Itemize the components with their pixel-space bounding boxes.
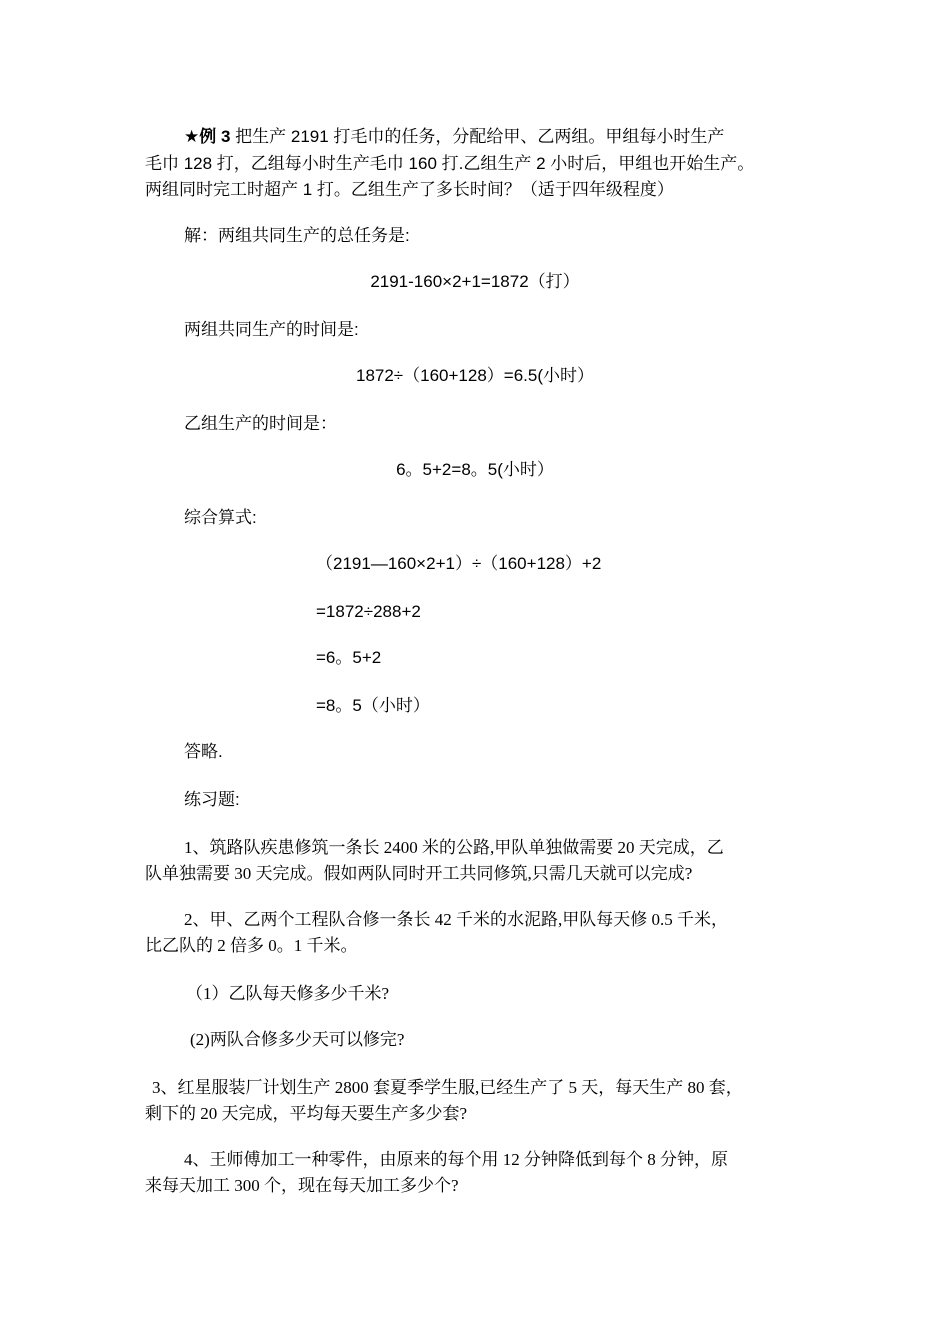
answer-note: 答略. bbox=[184, 742, 223, 761]
exercise-4-line1: 4、王师傅加工一种零件，由原来的每个用 12 分钟降低到每个 8 分钟，原 bbox=[184, 1150, 728, 1169]
exercises-title: 练习题: bbox=[184, 790, 240, 809]
equation-1: 2191-160×2+1=1872（打） bbox=[370, 272, 580, 291]
example-label: 例 3 bbox=[199, 127, 231, 146]
exercise-4-line2: 来每天加工 300 个，现在每天加工多少个? bbox=[145, 1176, 459, 1195]
combined-step-4: =8。5（小时） bbox=[316, 696, 430, 715]
combined-step-3: =6。5+2 bbox=[316, 648, 382, 667]
solution-step-3: 乙组生产的时间是： bbox=[184, 414, 337, 433]
combined-step-1: （2191—160×2+1）÷（160+128）+2 bbox=[316, 554, 602, 573]
exercise-1-line1: 1、筑路队疾患修筑一条长 2400 米的公路,甲队单独做需要 20 天完成，乙 bbox=[184, 838, 724, 857]
exercise-3-line2: 剩下的 20 天完成，平均每天要生产多少套? bbox=[145, 1104, 468, 1123]
combined-step-2: =1872÷288+2 bbox=[316, 602, 421, 621]
exercise-1-line2: 队单独需要 30 天完成。假如两队同时开工共同修筑,只需几天就可以完成? bbox=[145, 864, 693, 883]
exercise-2-sub-1: （1）乙队每天修多少千米? bbox=[186, 984, 390, 1003]
equation-2: 1872÷（160+128）=6.5(小时） bbox=[355, 366, 595, 385]
exercise-2-line1: 2、甲、乙两个工程队合修一条长 42 千米的水泥路,甲队每天修 0.5 千米， bbox=[184, 910, 728, 929]
star-icon: ★ bbox=[184, 127, 200, 146]
example-heading-line bbox=[184, 125, 724, 149]
solution-intro: 解：两组共同生产的总任务是: bbox=[184, 226, 410, 245]
exercise-2-sub-2: (2)两队合修多少天可以修完? bbox=[190, 1030, 405, 1049]
solution-step-2: 两组共同生产的时间是: bbox=[184, 320, 359, 339]
example-text-line1: 把生产 2191 打毛巾的任务，分配给甲、乙两组。甲组每小时生产 bbox=[235, 127, 725, 146]
exercise-3-line1: 3、红星服装厂计划生产 2800 套夏季学生服,已经生产了 5 天，每天生产 80 套， bbox=[152, 1078, 743, 1097]
equation-3: 6。5+2=8。5(小时） bbox=[396, 460, 554, 479]
example-text-line3: 两组同时完工时超产 1 打。乙组生产了多长时间？（适于四年级程度） bbox=[145, 180, 674, 199]
example-text-line2: 毛巾 128 打，乙组每小时生产毛巾 160 打.乙组生产 2 小时后，甲组也开始生产。 bbox=[145, 154, 755, 173]
exercise-2-line2: 比乙队的 2 倍多 0。1 千米。 bbox=[145, 936, 358, 955]
combined-label: 综合算式: bbox=[184, 508, 257, 527]
